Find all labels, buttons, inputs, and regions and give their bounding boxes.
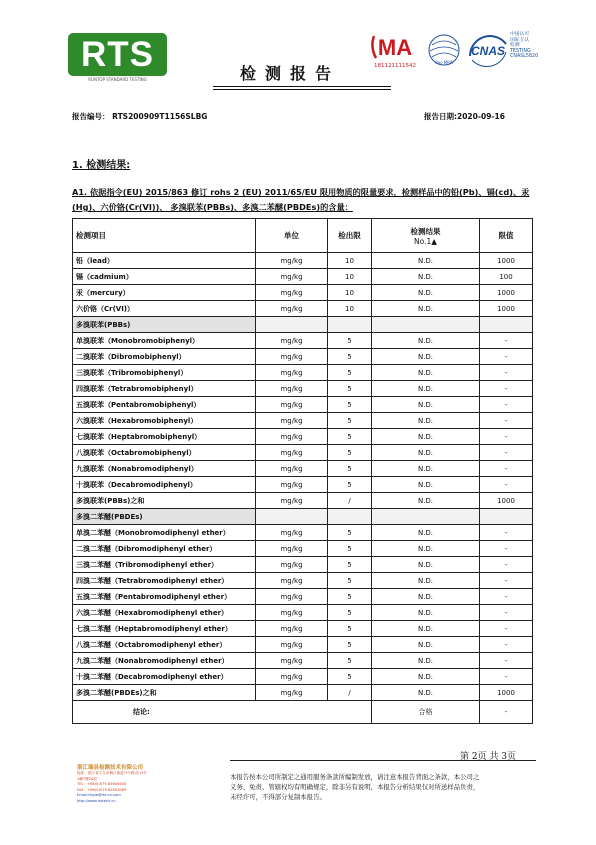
cell-name: 二溴二苯醚（Dibromodiphenyl ether） <box>73 541 256 557</box>
table-row <box>73 461 533 477</box>
header-limit: 限值 <box>480 219 533 253</box>
table-row <box>73 621 533 637</box>
cell-name: 四溴二苯醚（Tetrabromodiphenyl ether） <box>73 573 256 589</box>
cell-limit: 1000 <box>480 285 533 301</box>
cell-result: N.D. <box>372 301 480 317</box>
cell-unit: mg/kg <box>256 285 328 301</box>
table-row <box>73 397 533 413</box>
header-mdl: 检出限 <box>328 219 372 253</box>
cell-result: N.D. <box>372 653 480 669</box>
cell-limit: - <box>480 461 533 477</box>
cell-name: 八溴联苯（Octabromobiphenyl） <box>73 445 256 461</box>
cell-result: N.D. <box>372 557 480 573</box>
footer-disclaimer: 本报告按本公司所制定之通用服务条款所编制发放，请注意本报告背面之条款，本公司之 义务、免责、管辖权均有明确规定，除非另有说明，本报告分析结果仅对所送样品负责， 未经许可，不得部分复制本报告。 <box>230 773 480 801</box>
section-heading: 1. 检测结果: <box>72 160 131 171</box>
table-row <box>73 589 533 605</box>
cell-name: 镉（cadmium） <box>73 269 256 285</box>
cell-limit: - <box>480 621 533 637</box>
table-row <box>73 365 533 381</box>
cell-unit: mg/kg <box>256 333 328 349</box>
table-row <box>73 381 533 397</box>
cell-result: N.D. <box>372 605 480 621</box>
cnas-side-text: 中国认可 国际互认 检测 TESTING CNASL5820 <box>510 32 539 60</box>
cell-limit: - <box>480 653 533 669</box>
cell-unit: mg/kg <box>256 669 328 685</box>
cell-unit: mg/kg <box>256 573 328 589</box>
cell-name: 九溴二苯醚（Nonabromodiphenyl ether） <box>73 653 256 669</box>
cell-mdl: 5 <box>328 557 372 573</box>
cell-name: 五溴二苯醚（Pentabromodiphenyl ether） <box>73 589 256 605</box>
cell-mdl: 5 <box>328 349 372 365</box>
header-result: 检测结果 No.1▲ <box>372 219 480 253</box>
cell-mdl: 5 <box>328 605 372 621</box>
cell-unit: mg/kg <box>256 301 328 317</box>
svg-text:MA: MA <box>377 35 413 60</box>
cma-logo <box>368 32 422 62</box>
title-underline <box>213 86 391 87</box>
pbde-sum-row: 多溴二苯醚(PBDEs)之和 mg/kg / N.D. 1000 <box>73 685 533 701</box>
cell-unit: mg/kg <box>256 621 328 637</box>
table-row <box>73 349 533 365</box>
cell-unit: mg/kg <box>256 557 328 573</box>
cell-result: N.D. <box>372 589 480 605</box>
cell-unit: mg/kg <box>256 349 328 365</box>
cell-limit: - <box>480 605 533 621</box>
cell-name: 汞（mercury） <box>73 285 256 301</box>
cell-unit: mg/kg <box>256 605 328 621</box>
cell-limit: - <box>480 445 533 461</box>
cell-result: N.D. <box>372 477 480 493</box>
footer-address: 地址：浙江省义乌市稠江街道兴中路(东)3号 1幢7楼24层 TEL：+86(0)579-85640600 FAX：+86(0)579-85503089 Email:rtsyw@rts-cn.com http://www.rtstech.cn <box>77 771 147 803</box>
table-row <box>73 445 533 461</box>
cell-limit: - <box>480 381 533 397</box>
cell-name: 六溴联苯（Hexabromobiphenyl） <box>73 413 256 429</box>
cell-unit: mg/kg <box>256 413 328 429</box>
cell-result: N.D. <box>372 541 480 557</box>
cell-result: N.D. <box>372 253 480 269</box>
table-row <box>73 541 533 557</box>
cell-result: N.D. <box>372 445 480 461</box>
section-paragraph: A1. 依据指令(EU) 2015/863 修订 rohs 2 (EU) 2011/65/EU 限用物质的限量要求，检测样品中的铅(Pb)、镉(cd)、汞(Hg)、六价铬(Cr(VI))、 多溴联苯(PBBs)、多溴二苯醚(PBDEs)的含量： <box>72 187 530 212</box>
cell-name: 八溴二苯醚（Octabromodiphenyl ether） <box>73 637 256 653</box>
cell-unit: mg/kg <box>256 445 328 461</box>
page-number: 第 2页 共 3页 <box>460 752 517 762</box>
table-row <box>73 653 533 669</box>
table-row <box>73 557 533 573</box>
ilac-mra-text: ilac-MRA <box>435 60 453 65</box>
cell-mdl: 5 <box>328 589 372 605</box>
cell-unit: mg/kg <box>256 381 328 397</box>
cell-unit: mg/kg <box>256 269 328 285</box>
cell-limit: - <box>480 589 533 605</box>
cell-unit: mg/kg <box>256 637 328 653</box>
cell-name: 单溴联苯（Monobromobiphenyl） <box>73 333 256 349</box>
pbb-sum-row: 多溴联苯(PBBs)之和 mg/kg / N.D. 1000 <box>73 493 533 509</box>
cell-name: 三溴联苯（Tribromobiphenyl） <box>73 365 256 381</box>
cell-limit: - <box>480 557 533 573</box>
cell-name: 六价铬（Cr(VI)） <box>73 301 256 317</box>
cma-number: 181121111542 <box>374 63 416 69</box>
header-item: 检测项目 <box>73 219 256 253</box>
table-row <box>73 301 533 317</box>
company-logo-subtext: RUNTOP STANDARD TESTING <box>88 77 147 82</box>
cell-limit: - <box>480 349 533 365</box>
cell-unit: mg/kg <box>256 653 328 669</box>
cell-result: N.D. <box>372 413 480 429</box>
cell-result: N.D. <box>372 621 480 637</box>
cell-name: 九溴联苯（Nonabromodiphenyl） <box>73 461 256 477</box>
cell-result: N.D. <box>372 525 480 541</box>
cell-result: N.D. <box>372 397 480 413</box>
cell-result: N.D. <box>372 333 480 349</box>
cell-result: N.D. <box>372 429 480 445</box>
cell-limit: - <box>480 429 533 445</box>
report-number <box>72 111 207 122</box>
cell-unit: mg/kg <box>256 589 328 605</box>
table-row <box>73 429 533 445</box>
company-logo: RTS <box>68 33 167 76</box>
cell-unit: mg/kg <box>256 429 328 445</box>
cell-result: N.D. <box>372 365 480 381</box>
cell-name: 铅（lead） <box>73 253 256 269</box>
cell-limit: - <box>480 573 533 589</box>
cell-mdl: 5 <box>328 573 372 589</box>
report-date-value: 2020-09-16 <box>457 112 505 121</box>
cell-result: N.D. <box>372 573 480 589</box>
report-date <box>424 111 505 122</box>
cell-mdl: 10 <box>328 253 372 269</box>
table-row <box>73 269 533 285</box>
cell-mdl: 10 <box>328 269 372 285</box>
cell-mdl: 5 <box>328 365 372 381</box>
table-row <box>73 477 533 493</box>
cell-result: N.D. <box>372 269 480 285</box>
cell-name: 十溴二苯醚（Decabromodiphenyl ether） <box>73 669 256 685</box>
cell-result: N.D. <box>372 637 480 653</box>
group-row-pbbs: 多溴联苯(PBBs) <box>73 317 533 333</box>
cell-mdl: 5 <box>328 397 372 413</box>
table-row <box>73 573 533 589</box>
cell-mdl: 10 <box>328 285 372 301</box>
svg-text:CNAS: CNAS <box>470 44 506 58</box>
cell-mdl: 5 <box>328 413 372 429</box>
header-unit: 单位 <box>256 219 328 253</box>
cell-unit: mg/kg <box>256 365 328 381</box>
cell-name: 十溴联苯（Decabromodiphenyl） <box>73 477 256 493</box>
cell-name: 七溴联苯（Heptabromobiphenyl） <box>73 429 256 445</box>
cell-limit: - <box>480 397 533 413</box>
cell-mdl: 5 <box>328 621 372 637</box>
cell-limit: - <box>480 413 533 429</box>
results-table <box>72 218 533 724</box>
cell-limit: - <box>480 669 533 685</box>
cell-limit: 1000 <box>480 253 533 269</box>
conclusion-row <box>73 701 533 724</box>
cell-mdl: 5 <box>328 525 372 541</box>
cell-mdl: 5 <box>328 445 372 461</box>
table-row <box>73 253 533 269</box>
table-row <box>73 413 533 429</box>
cell-mdl: 5 <box>328 653 372 669</box>
cell-mdl: 5 <box>328 461 372 477</box>
cnas-logo <box>466 30 510 70</box>
table-row <box>73 637 533 653</box>
table-header-row <box>73 219 533 253</box>
table-row <box>73 525 533 541</box>
cell-name: 二溴联苯（Dibromobiphenyl） <box>73 349 256 365</box>
group-row-pbdes: 多溴二苯醚(PBDEs) <box>73 509 533 525</box>
table-row <box>73 285 533 301</box>
table-row <box>73 333 533 349</box>
cell-limit: 1000 <box>480 301 533 317</box>
cell-unit: mg/kg <box>256 541 328 557</box>
cell-mdl: 5 <box>328 429 372 445</box>
cell-name: 四溴联苯（Tetrabromobiphenyl） <box>73 381 256 397</box>
cell-unit: mg/kg <box>256 477 328 493</box>
cell-unit: mg/kg <box>256 525 328 541</box>
report-date-label: 报告日期: <box>424 112 457 121</box>
cell-name: 六溴二苯醚（Hexabromodiphenyl ether） <box>73 605 256 621</box>
cell-limit: - <box>480 477 533 493</box>
cell-result: N.D. <box>372 285 480 301</box>
cell-mdl: 5 <box>328 637 372 653</box>
cell-limit: - <box>480 637 533 653</box>
footer-company-name: 浙江瑞县检测技术有限公司 <box>77 765 144 771</box>
cell-mdl: 5 <box>328 541 372 557</box>
conclusion-label: 结论: <box>73 701 372 724</box>
cell-name: 三溴二苯醚（Tribromodiphenyl ether） <box>73 557 256 573</box>
report-number-value: RTS200909T1156SLBG <box>112 112 208 121</box>
conclusion-limit: - <box>480 701 533 724</box>
cell-result: N.D. <box>372 461 480 477</box>
table-row <box>73 605 533 621</box>
cell-unit: mg/kg <box>256 461 328 477</box>
cell-limit: 100 <box>480 269 533 285</box>
title-underline-thin <box>213 89 391 90</box>
cell-unit: mg/kg <box>256 253 328 269</box>
cell-name: 单溴二苯醚（Monobromodiphenyl ether） <box>73 525 256 541</box>
cell-name: 五溴联苯（Pentabromobiphenyl） <box>73 397 256 413</box>
cell-name: 七溴二苯醚（Heptabromodiphenyl ether） <box>73 621 256 637</box>
cell-limit: - <box>480 365 533 381</box>
cell-limit: - <box>480 333 533 349</box>
cell-result: N.D. <box>372 669 480 685</box>
cell-result: N.D. <box>372 381 480 397</box>
cell-mdl: 5 <box>328 333 372 349</box>
conclusion-result: 合格 <box>372 701 480 724</box>
table-row <box>73 669 533 685</box>
cell-mdl: 5 <box>328 477 372 493</box>
cell-unit: mg/kg <box>256 397 328 413</box>
footer-divider <box>230 760 536 761</box>
report-title: 检测报告 <box>240 64 341 83</box>
cell-limit: - <box>480 525 533 541</box>
report-number-label: 报告编号： <box>72 112 110 121</box>
cell-mdl: 10 <box>328 301 372 317</box>
cell-mdl: 5 <box>328 669 372 685</box>
cell-limit: - <box>480 541 533 557</box>
cell-result: N.D. <box>372 349 480 365</box>
cell-mdl: 5 <box>328 381 372 397</box>
